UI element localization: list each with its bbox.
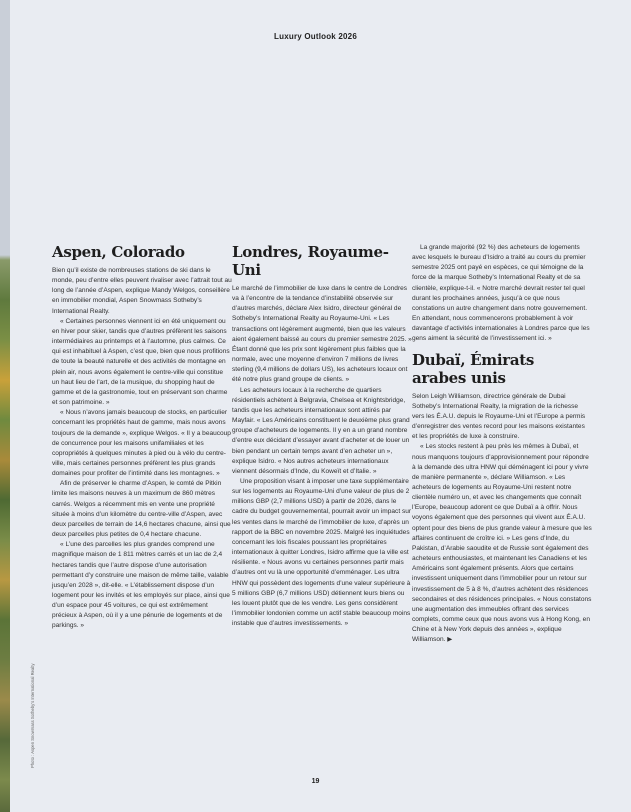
paragraph: Afin de préserver le charme d’Aspen, le comté de Pitkin limite les maisons neuves à un maximum de 860 mètres carrés. Welgos a récemment mis en vente une propriété située à moins d’un kilomètre du centre-ville d’Aspen, avec deux parcelles de terrain de 14,6 hectares chacune, ainsi que deux parcelles plus petites de 0,4 hectare chacune. xyxy=(52,480,231,539)
paragraph: Le marché de l’immobilier de luxe dans le centre de Londres va à l’encontre de la tendance d’instabilité observée sur d’autres marchés, déclare Alex Isidro, directeur général de Sotheby’s International Realty au Royaume-Uni. « Les transactions ont légèrement augmenté, bien que les valeurs aient également baissé au cours du premier semestre 2025. » Étant donné que les prix sont légèrement plus faibles que la normale, avec une moyenne d’environ 7 millions de livres sterling (9,4 millions de dollars US), les acheteurs locaux ont été notre plus grand groupe de clients. » xyxy=(232,285,412,384)
paragraph: « Nous n’avons jamais beaucoup de stocks, en particulier concernant les propriétés haut de gamme, mais nous avons toujours de la demande », explique Welgos. « Il y a beaucoup de concurrence pour les maisons unifamiliales et les copropriétés à quelques minutes à pied ou à vélo du centre-ville, mais certaines personnes préfèrent les plus grands domaines pour profiter de l’intimité dans les montagnes. » xyxy=(52,409,231,478)
column-aspen xyxy=(52,243,232,632)
paragraph: Bien qu’il existe de nombreuses stations de ski dans le monde, peu d’entre elles peuvent rivaliser avec l’attrait tout au long de l’année d’Aspen, explique Mandy Welgos, conseillère en immobilier mondial, Aspen Snowmass Sotheby’s International Realty. xyxy=(52,267,232,315)
column-dubai xyxy=(412,243,592,645)
page-header: Luxury Outlook 2026 xyxy=(274,32,357,41)
section-heading-londres: Londres, Royaume-Uni xyxy=(232,243,389,279)
page-number: 19 xyxy=(311,778,320,785)
section-heading-dubai: Dubaï, Émirats arabes unis xyxy=(412,350,535,387)
paragraph: « Certaines personnes viennent ici en été uniquement ou en hiver pour skier, tandis que d’autres préfèrent les saisons intermédiaires au printemps et à l’automne, plus calmes. Ce qui est inhabituel à Aspen, c’est que, bien que nous profitions de toute la beauté naturelle et des activités de montagne en plein air, nous avons également le centre-ville qui constitue un haut lieu de l’art, de la musique, du shopping haut de gamme et de la gastronomie, tout en préservant son charme et son patrimoine. » xyxy=(52,317,230,407)
paragraph: La grande majorité (92 %) des acheteurs de logements avec lesquels le bureau d’Isidro a traité au cours du premier semestre 2025 ont payé en espèces, ce qui témoigne de la force de la marque Sotheby’s International Realty et de sa clientèle, explique-t-il. « Notre marché devrait rester tel quel durant les prochaines années, jusqu’à ce que nous constations un autre changement dans notre gouvernement. En attendant, nous commencerons probablement à voir davantage d’activités internationales à Londres parce que les gens aiment la sécurité de l’investissement ici. » xyxy=(412,244,590,343)
cover-photo-strip xyxy=(0,0,10,812)
column-londres xyxy=(232,243,412,629)
photo-credit: Photo : Aspen Snowmass Sotheby’s International Realty xyxy=(30,663,35,768)
paragraph: Selon Leigh Williamson, directrice générale de Dubai Sotheby’s International Realty, la migration de la richesse vers les É.A.U. depuis le Royaume-Uni et l’Europe a permis d’enregistrer des ventes record pour les maisons existantes et les propriétés de luxe à construire. xyxy=(412,392,586,441)
paragraph: Les acheteurs locaux à la recherche de quartiers résidentiels achètent à Belgravia, Chelsea et Knightsbridge, tandis que les acheteurs internationaux sont attirés par Mayfair. « Les Américains constituent le deuxième plus grand groupe d’acheteurs de logements. Il y en a un grand nombre d’entre eux décidant d’essayer avant d’acheter et de louer un bien pendant un certain temps avant d’en acheter un », explique Isidro. « Nos autres acheteurs internationaux viennent désormais d’Inde, du Koweït et d’Italie. » xyxy=(232,386,410,475)
paragraph: Une proposition visant à imposer une taxe supplémentaire sur les logements au Royaume-Uni d’une valeur de plus de 2 millions GBP (2,7 millions USD) à partir de 2026, dans le cadre du budget gouvernemental, pourrait avoir un impact sur les ventes dans le marché de l’immobilier de luxe, d’après un rapport de la BBC en novembre 2025. Malgré les inquiétudes concernant les lois fiscales poussant les propriétaires internationaux à quitter Londres, Isidro affirme que la ville est résiliente. « Nous avons vu certaines personnes partir mais d’autres ont vu là une opportunité d’emménager. Les ultra HNW qui possèdent des logements d’une valeur supérieure à 5 millions GBP (6,7 millions USD) détiennent leurs biens ou les louent plutôt que de les vendre. Les gens considèrent l’immobilier londonien comme un actif stable beaucoup moins instable que d’autres investissements. » xyxy=(232,477,412,628)
paragraph: « L’une des parcelles les plus grandes comprend une magnifique maison de 1 811 mètres carrés et un lac de 2,4 hectares tandis que l’autre dispose d’une autorisation permettant d’y construire une maison de même taille, valable jusqu’en 2028 », dit-elle. « L’établissement dispose d’un logement pour les invités et les employés sur place, ainsi que d’un espace pour 45 voitures, ce qui est extrêmement précieux à Aspen, où il y a une pénurie de logements et de parkings. » xyxy=(52,541,230,630)
section-heading-aspen: Aspen, Colorado xyxy=(52,243,185,261)
paragraph: « Les stocks restent à peu près les mêmes à Dubaï, et nous manquons toujours d’approvisionnement pour répondre à la demande des ultra HNW qui déménagent ici pour y vivre de manière permanente », déclare Williamson. « Les acheteurs de logements au Royaume-Uni restent notre clientèle numéro un, et avec les changements que connaît l’Europe, beaucoup adorent ce que Dubaï a à offrir. Nous voyons également que des personnes qui vivent aux É.A.U. optent pour des biens de plus grande valeur à mesure que les affaires continuent de croître ici. » Les gens d’Inde, du Pakistan, d’Arabie saoudite et de Russie sont également des acheteurs enthousiastes, et maintenant les Canadiens et les Américains sont également présents. Alors que certains investissent uniquement dans l’immobilier pour un retour sur investissement de 5 à 8 %, d’autres achètent des résidences secondaires et des résidences principales. « Nous constatons une augmentation des immeubles offrant des services complets, comme ceux que nous avons vus à Hong Kong, en Chine et à New York depuis des années », explique Williamson. ▶ xyxy=(412,443,592,644)
